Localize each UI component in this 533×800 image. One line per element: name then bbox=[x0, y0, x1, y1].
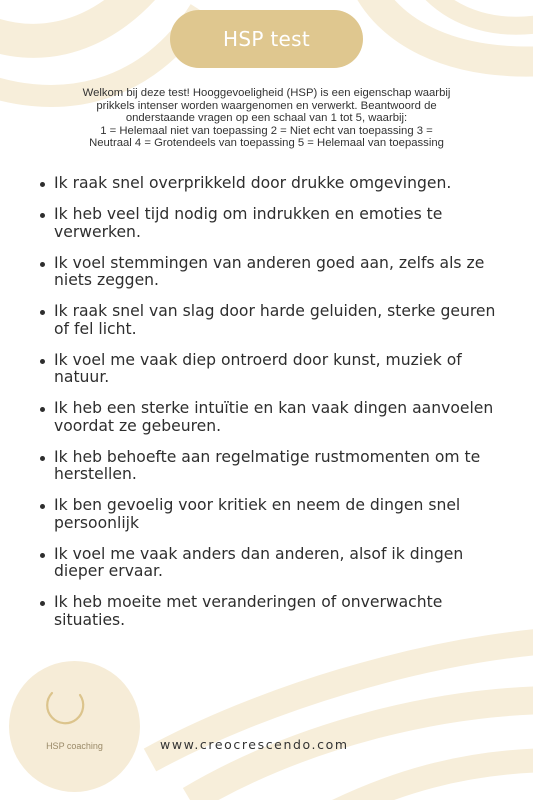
bullet-icon bbox=[40, 553, 45, 558]
statement-text: Ik voel stemmingen van anderen goed aan, zelfs als ze niets zeggen. bbox=[54, 253, 485, 289]
bullet-icon bbox=[40, 601, 45, 606]
statement-item bbox=[40, 206, 510, 241]
intro-line: Welkom bij deze test! Hooggevoeligheid (HSP) is een eigenschap waarbij bbox=[82, 87, 451, 99]
statement-item bbox=[40, 594, 510, 629]
statement-item bbox=[40, 352, 510, 387]
statement-item bbox=[40, 449, 510, 484]
statement-text: Ik ben gevoelig voor kritiek en neem de dingen snel persoonlijk bbox=[54, 496, 461, 532]
bullet-icon bbox=[40, 456, 45, 461]
statement-text: Ik heb veel tijd nodig om indrukken en emoties te verwerken. bbox=[54, 205, 443, 241]
page-title bbox=[170, 10, 363, 68]
page-title-text: HSP test bbox=[223, 27, 310, 51]
bullet-icon bbox=[40, 213, 45, 218]
bullet-icon bbox=[40, 310, 45, 315]
statement-item bbox=[40, 546, 510, 581]
statement-item bbox=[40, 400, 510, 435]
statement-list bbox=[40, 175, 510, 643]
statement-text: Ik voel me vaak anders dan anderen, alsof ik dingen dieper ervaar. bbox=[54, 544, 464, 580]
website-link[interactable]: www.creocrescendo.com bbox=[160, 737, 349, 752]
statement-text: Ik raak snel overprikkeld door drukke omgevingen. bbox=[54, 174, 452, 192]
statement-item bbox=[40, 303, 510, 338]
bullet-icon bbox=[40, 262, 45, 267]
statement-text: Ik voel me vaak diep ontroerd door kunst, muziek of natuur. bbox=[54, 350, 462, 386]
statement-item bbox=[40, 255, 510, 290]
statement-text: Ik heb een sterke intuïtie en kan vaak dingen aanvoelen voordat ze gebeuren. bbox=[54, 399, 494, 435]
intro-line: onderstaande vragen op een schaal van 1 tot 5, waarbij: bbox=[125, 112, 408, 124]
statement-text: Ik raak snel van slag door harde geluiden, sterke geuren of fel licht. bbox=[54, 302, 496, 338]
intro-text bbox=[28, 87, 505, 150]
statement-item bbox=[40, 497, 510, 532]
logo-text: HSP coaching bbox=[46, 741, 103, 751]
statement-text: Ik heb behoefte aan regelmatige rustmomenten om te herstellen. bbox=[54, 447, 481, 483]
bullet-icon bbox=[40, 182, 45, 187]
bullet-icon bbox=[40, 407, 45, 412]
statement-item bbox=[40, 175, 510, 193]
intro-line: Neutraal 4 = Grotendeels van toepassing 5 = Helemaal van toepassing bbox=[89, 137, 444, 149]
bullet-icon bbox=[40, 504, 45, 509]
intro-line: prikkels intenser worden waargenomen en verwerkt. Beantwoord de bbox=[96, 99, 437, 112]
intro-line: 1 = Helemaal niet van toepassing 2 = Niet echt van toepassing 3 = bbox=[100, 124, 433, 137]
bullet-icon bbox=[40, 359, 45, 364]
moon-arc-icon bbox=[38, 681, 94, 737]
statement-text: Ik heb moeite met veranderingen of onverwachte situaties. bbox=[54, 593, 443, 629]
